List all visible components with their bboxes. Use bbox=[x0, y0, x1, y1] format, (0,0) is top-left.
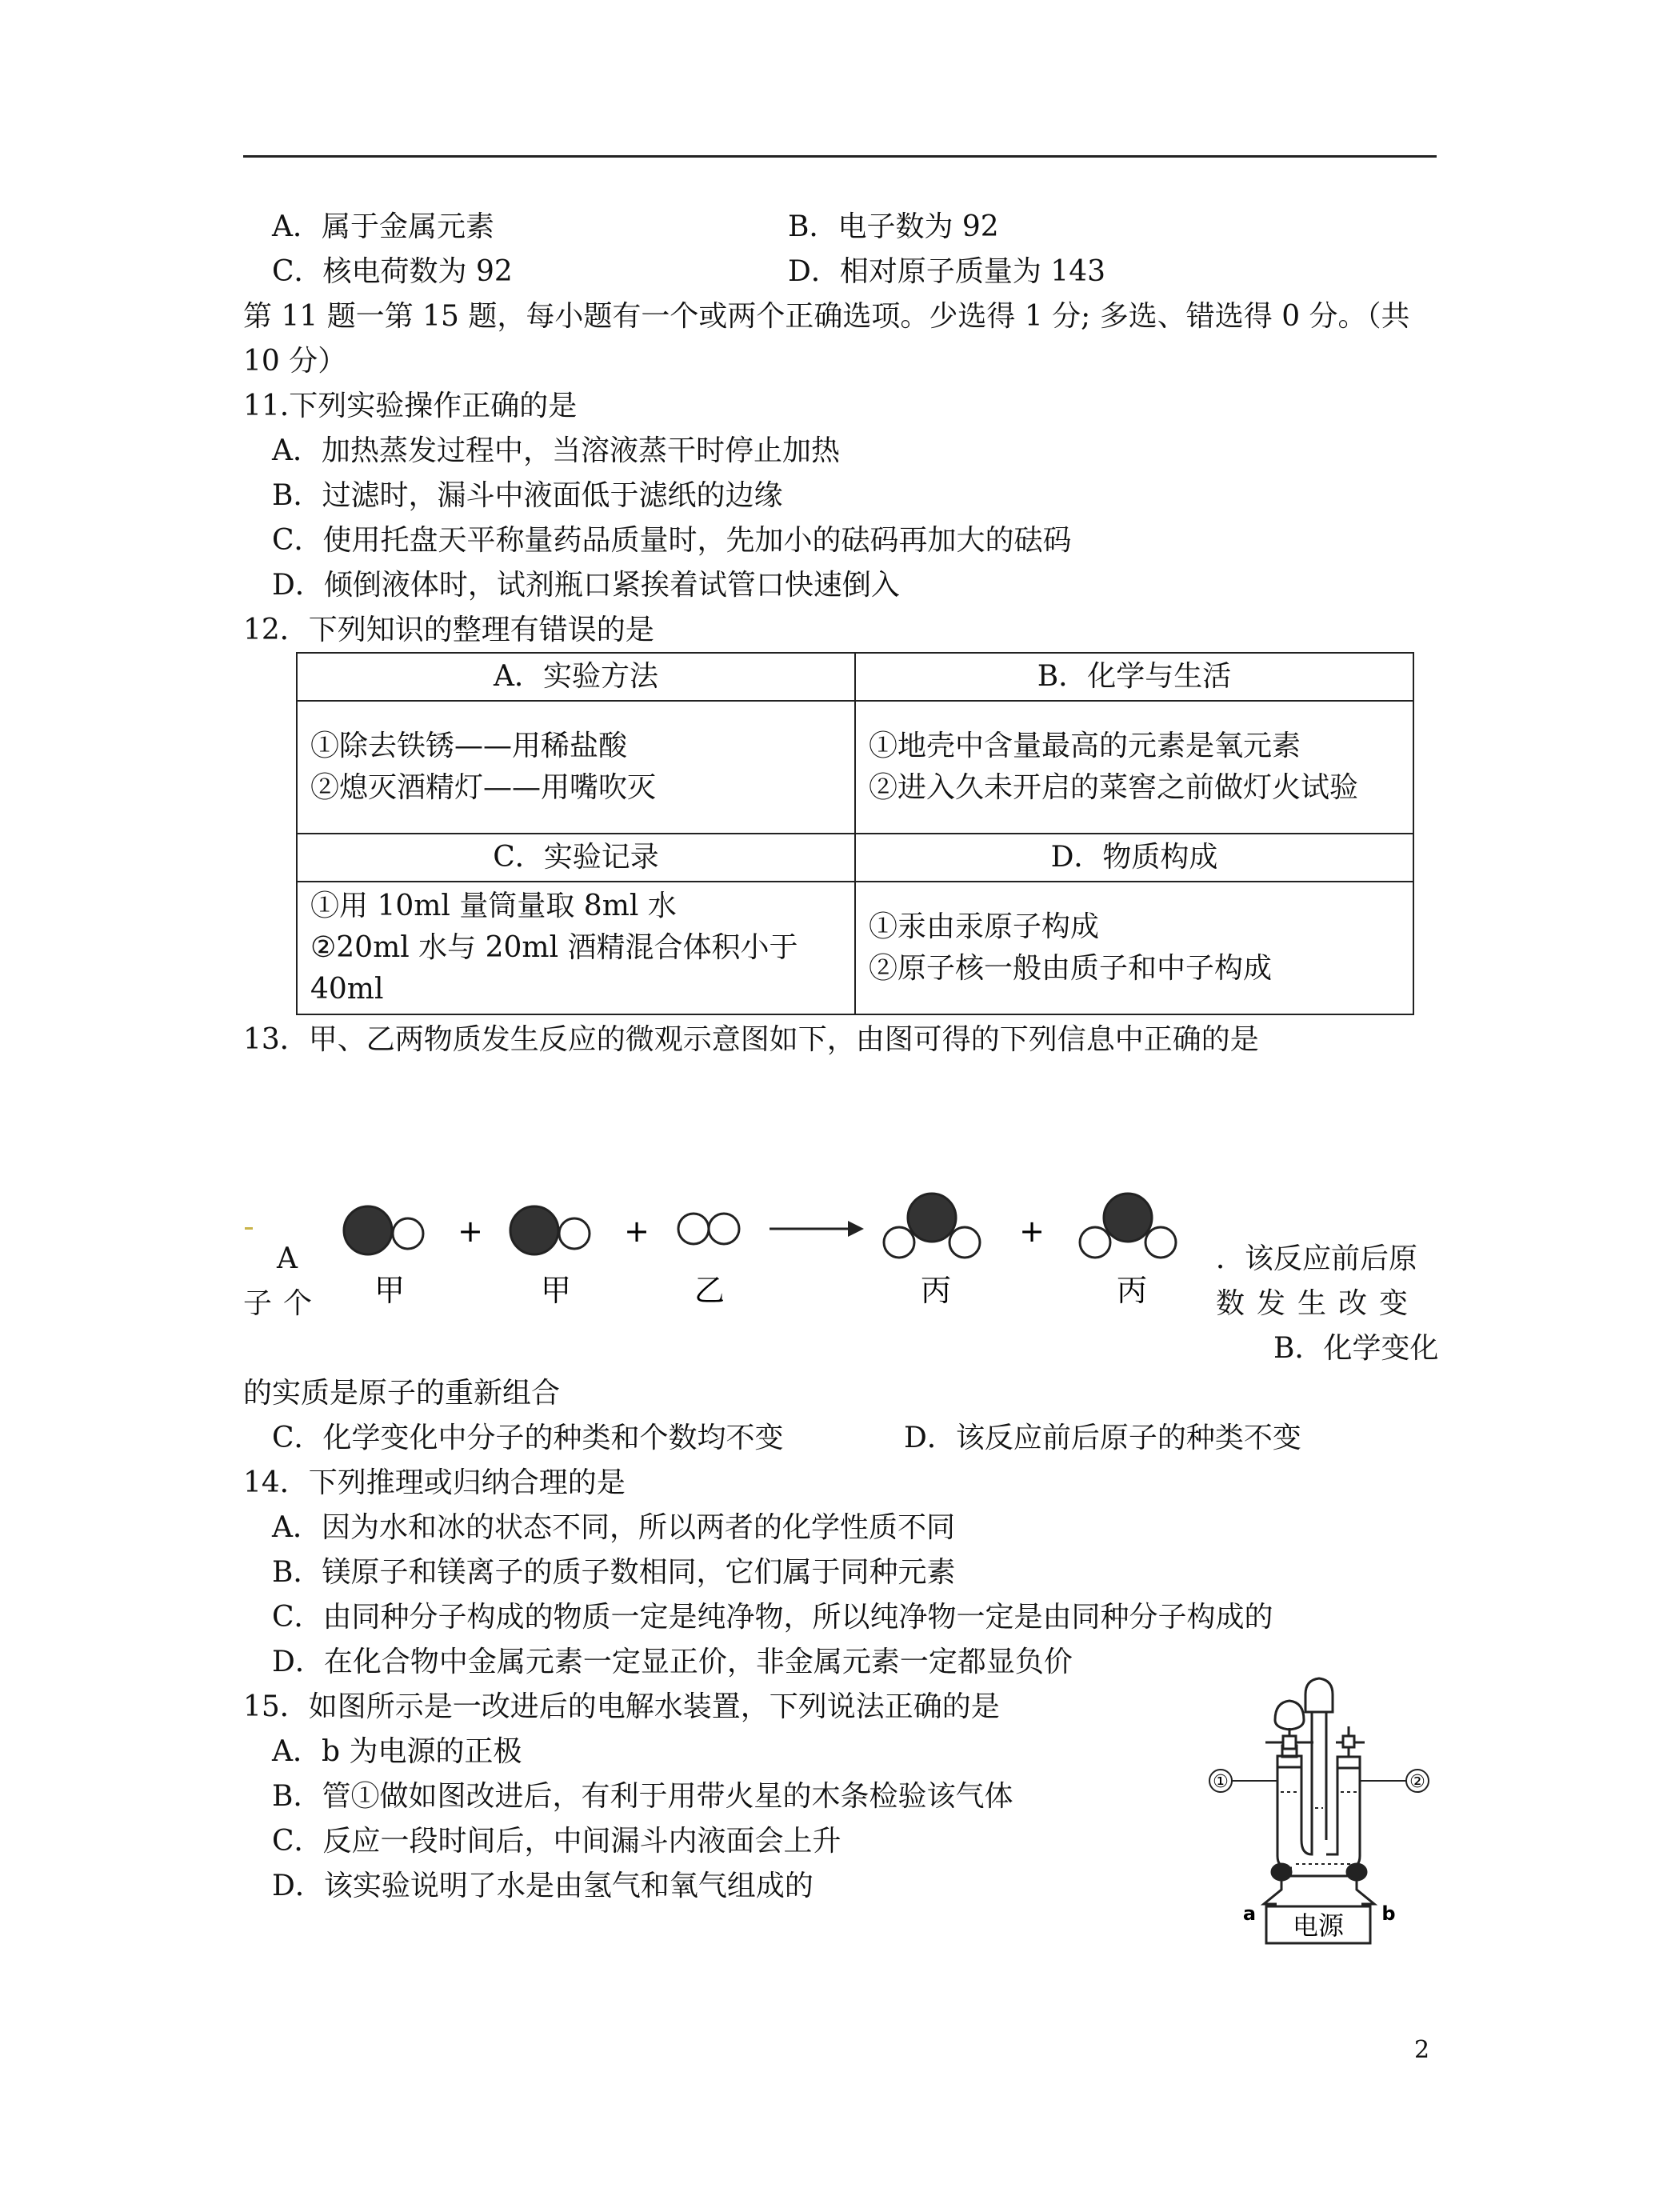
q15-option-d: D．该实验说明了水是由氢气和氧气组成的 bbox=[272, 1870, 814, 1902]
q11-option-b: B．过滤时，漏斗中液面低于滤纸的边缘 bbox=[272, 479, 783, 512]
q12-stem: 12．下列知识的整理有错误的是 bbox=[243, 614, 654, 646]
q14-stem: 14．下列推理或归纳合理的是 bbox=[243, 1466, 626, 1499]
electrolysis-apparatus bbox=[1232, 1678, 1406, 1943]
electrode-b-label: b bbox=[1381, 1902, 1396, 1925]
table-head-d: D．物质构成 bbox=[855, 834, 1413, 882]
table-c-item-1: ①用 10ml 量筒量取 8ml 水 bbox=[310, 890, 677, 922]
molecule-bing-1 bbox=[884, 1194, 980, 1258]
q13-option-a-left-top: A bbox=[277, 1242, 298, 1275]
q14-option-d: D．在化合物中金属元素一定显正价，非金属元素一定都显负价 bbox=[272, 1646, 1073, 1678]
q13-option-b-cont: 的实质是原子的重新组合 bbox=[243, 1377, 561, 1410]
q13-option-a-left-bottom: 子个 bbox=[243, 1287, 324, 1320]
table-head-b: B．化学与生活 bbox=[855, 653, 1413, 701]
molecule-yi bbox=[678, 1214, 739, 1244]
molecule-jia-2 bbox=[510, 1206, 590, 1254]
arrow-icon bbox=[770, 1221, 864, 1237]
label-bing-1: 丙 bbox=[920, 1273, 952, 1308]
q14-option-b-part2: 它们属于同种元素 bbox=[725, 1556, 956, 1589]
label-jia-2: 甲 bbox=[540, 1273, 572, 1308]
q15-option-a: A．b 为电源的正极 bbox=[272, 1735, 522, 1768]
q15-stem: 15．如图所示是一改进后的电解水装置，下列说法正确的是 bbox=[243, 1690, 1000, 1723]
page-number: 2 bbox=[1414, 2036, 1430, 2064]
plus-sign-3: + bbox=[1019, 1214, 1045, 1249]
q10-option-c: C．核电荷数为 92 bbox=[272, 255, 513, 288]
q14-option-a: A．因为水和冰的状态不同，所以两者的化学性质不同 bbox=[272, 1511, 955, 1544]
q13-option-c: C．化学变化中分子的种类和个数均不变 bbox=[272, 1422, 784, 1454]
label-jia-1: 甲 bbox=[374, 1273, 406, 1308]
q13-option-b-right: B．化学变化 bbox=[1273, 1332, 1439, 1365]
table-b-item-1: ①地壳中含量最高的元素是氧元素 bbox=[869, 730, 1301, 762]
q13-stem: 13．甲、乙两物质发生反应的微观示意图如下，由图可得的下列信息中正确的是 bbox=[243, 1023, 1259, 1056]
plus-sign-2: + bbox=[624, 1214, 650, 1249]
section-note-line1: 第 11 题一第 15 题，每小题有一个或两个正确选项。少选得 1 分; 多选、错选得 0 分。（共 bbox=[243, 300, 1410, 333]
q13-option-a-right-bottom: 数发生改变 bbox=[1216, 1287, 1421, 1320]
q11-option-c: C．使用托盘天平称量药品质量时，先加小的砝码再加大的砝码 bbox=[272, 524, 1072, 557]
q14-option-c: C．由同种分子构成的物质一定是纯净物，所以纯净物一定是由同种分子构成的 bbox=[272, 1601, 1273, 1634]
table-head-a: A．实验方法 bbox=[297, 653, 855, 701]
table-head-c: C．实验记录 bbox=[297, 834, 855, 882]
q10-option-a: A．属于金属元素 bbox=[272, 210, 494, 243]
q15-option-b: B．管①做如图改进后，有利于用带火星的木条检验该气体 bbox=[272, 1780, 1013, 1813]
q10-option-b: B．电子数为 92 bbox=[788, 210, 999, 243]
molecule-jia-1 bbox=[344, 1206, 423, 1254]
table-d-item-1: ①汞由汞原子构成 bbox=[869, 910, 1100, 943]
section-note-line2: 10 分） bbox=[243, 345, 347, 378]
q13-option-d: D．该反应前后原子的种类不变 bbox=[904, 1422, 1301, 1454]
q11-option-a: A．加热蒸发过程中，当溶液蒸干时停止加热 bbox=[272, 434, 840, 467]
table-a-item-1: ①除去铁锈——用稀盐酸 bbox=[310, 730, 628, 762]
label-yi: 乙 bbox=[694, 1273, 726, 1308]
q14-option-b-part1: B．镁原子和镁离子的质子数相同， bbox=[272, 1556, 726, 1589]
table-b-item-2: ②进入久未开启的菜窖之前做灯火试验 bbox=[869, 771, 1359, 804]
q11-stem: 11.下列实验操作正确的是 bbox=[243, 390, 578, 422]
plus-sign-1: + bbox=[458, 1214, 483, 1249]
q15-option-c: C．反应一段时间后，中间漏斗内液面会上升 bbox=[272, 1825, 841, 1858]
molecule-bing-2 bbox=[1080, 1194, 1176, 1258]
electrode-a-label: a bbox=[1242, 1902, 1257, 1925]
label-bing-2: 丙 bbox=[1116, 1273, 1148, 1308]
q10-option-d: D．相对原子质量为 143 bbox=[788, 255, 1106, 288]
table-c-item-2: ②20ml 水与 20ml 酒精混合体积小于 40ml bbox=[310, 931, 798, 1006]
q14-option-b bbox=[272, 1555, 955, 1590]
power-source-label: 电源 bbox=[1292, 1910, 1345, 1941]
table-d-item-2: ②原子核一般由质子和中子构成 bbox=[869, 952, 1273, 985]
tube2-label: ② bbox=[1409, 1772, 1425, 1792]
tube1-label: ① bbox=[1213, 1772, 1229, 1792]
q11-option-d: D．倾倒液体时，试剂瓶口紧挨着试管口快速倒入 bbox=[272, 569, 900, 602]
q13-option-a-right-top: ．该反应前后原 bbox=[1216, 1242, 1418, 1275]
table-a-item-2: ②熄灭酒精灯——用嘴吹灭 bbox=[310, 771, 657, 804]
